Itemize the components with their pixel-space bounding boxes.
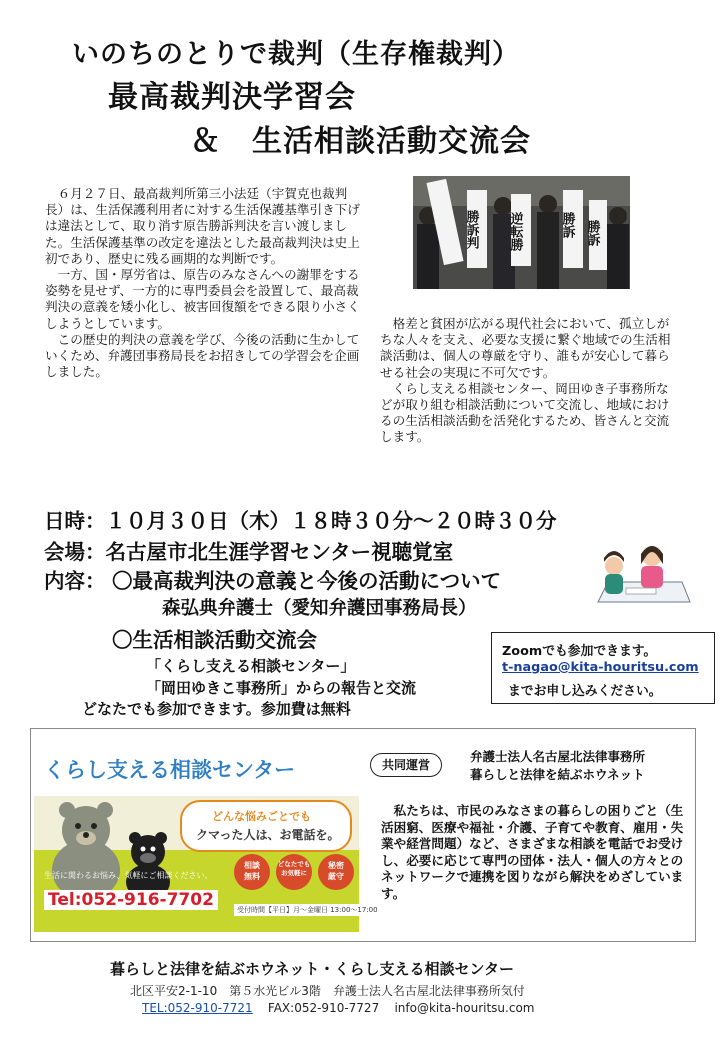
footer-contact xyxy=(142,1001,534,1015)
zoom-info-box xyxy=(491,632,715,704)
title-line-1: いのちのとりで裁判（生存権裁判） xyxy=(72,39,520,70)
intro-right-paragraph: 格差と貧困が広がる現代社会において、孤立しがちな人々を支え、必要な支援に繋ぐ地域での生活相談活動は、個人の尊厳を守り、誰もが安心して暮らせる社会の実現に不可欠です。 xyxy=(380,316,671,380)
footer-address: 北区平安2-1-10 第５水光ビル3階 弁護士法人名古屋北法律事務所気付 xyxy=(130,984,525,998)
photo-sign-2: 逆転勝 xyxy=(507,212,523,251)
banner-title: くらし支える相談センター xyxy=(44,758,296,782)
banner-phone: Tel:052-916-7702 xyxy=(44,890,218,910)
bubble-line-1: どんな悩みごとでも xyxy=(212,810,311,823)
footer-fax: FAX:052-910-7727 xyxy=(267,1001,380,1015)
zoom-email-link[interactable]: t-nagao@kita-houritsu.com xyxy=(502,660,699,675)
event-report-1: 「くらし支える相談センター」 xyxy=(146,657,356,675)
intro-right-paragraph: くらし支える相談センター、岡田ゆき子事務所などが取り組む相談活動について交流し、地域におけるの生活相談活動を活発化するため、皆さんと交流します。 xyxy=(380,380,670,445)
title-line-2: 最高裁判決学習会 xyxy=(108,80,356,115)
event-report-2: 「岡田ゆきこ事務所」からの報告と交流 xyxy=(146,679,417,697)
intro-left-paragraph: ６月２７日、最高裁判所第三小法廷（宇賀克也裁判長）は、生活保護利用者に対する生活保護基準引き下げは違法として、取り消す原告勝訴判決を言い渡しました。生活保護基準の改定を違法とした最高裁判決は史上初であり、歴史に残る画期的な判断です。 xyxy=(45,186,360,266)
photo-sign-1: 勝訴判 xyxy=(463,210,479,249)
zoom-line-1: Zoomでも参加できます。 xyxy=(502,644,657,659)
event-venue: 会場：名古屋市北生涯学習センター視聴覚室 xyxy=(44,540,454,564)
photo-sign-4: 勝訴 xyxy=(584,220,600,246)
intro-left-paragraph: この歴史的判決の意義を学び、今後の活動に生かしていくため、弁護団事務局長をお招きしての学習会を企画しました。 xyxy=(45,331,360,380)
banner-hours: 受付時間【平日】月〜金曜日 13:00〜17:00 xyxy=(234,904,381,916)
center-description xyxy=(381,803,691,902)
center-description-text: 私たちは、市民のみなさまの暮らしの困りごと（生活困窮、医療や福祉・介護、子育てや教育、雇用・失業や経営問題）など、さまざまな相談を電話でお受けし、必要に応じて専門の団体・法人・個人の方々とのネットワークで連携を図りながら解決をめざしています。 xyxy=(381,803,684,901)
bear-illustration xyxy=(42,800,192,900)
joint-operation-badge: 共同運営 xyxy=(370,753,442,777)
court-photo xyxy=(413,176,630,289)
event-datetime: 日時：１０月３０日（木）１８時３０分～２０時３０分 xyxy=(44,509,557,533)
badge-anyone: どなたでも お気軽に xyxy=(276,854,312,890)
photo-sign-3: 勝訴 xyxy=(559,212,575,238)
zoom-line-3: までお申し込みください。 xyxy=(508,684,662,699)
event-item-2: 〇生活相談活動交流会 xyxy=(112,628,317,652)
intro-left-paragraph: 一方、国・厚労省は、原告のみなさんへの謝罪をする姿勢を見せず、一方的に専門委員会を設置して、最高裁判決の意義を矮小化し、被害回復額をできる限り小さくしようとしています。 xyxy=(45,267,360,331)
intro-right-text xyxy=(380,316,680,446)
banner-note: 生活に関わるお悩み、気軽にご相談ください。 xyxy=(44,871,213,880)
title-line-3: ＆ 生活相談活動交流会 xyxy=(190,124,531,159)
court-photo-illustration xyxy=(413,176,630,289)
organization-1: 弁護士法人名古屋北法律事務所 xyxy=(470,749,646,764)
organizations xyxy=(470,748,645,784)
badge-confidential: 秘密 厳守 xyxy=(318,854,354,890)
footer-email: info@kita-houritsu.com xyxy=(394,1001,535,1015)
speech-bubble xyxy=(180,800,352,852)
event-free-note: どなたでも参加できます。参加費は無料 xyxy=(82,700,351,718)
organization-2: 暮らしと法律を結ぶホウネット xyxy=(470,767,645,782)
event-speaker: 森弘典弁護士（愛知弁護団事務局長） xyxy=(162,598,477,619)
consultation-icon xyxy=(596,538,692,608)
event-item-1: 〇最高裁判決の意義と今後の活動について xyxy=(112,569,502,593)
intro-left-text xyxy=(45,186,363,380)
footer-title: 暮らしと法律を結ぶホウネット・くらし支える相談センター xyxy=(110,960,514,978)
center-banner xyxy=(34,742,378,932)
footer-tel-link[interactable]: TEL:052-910-7721 xyxy=(142,1001,253,1015)
consultation-illustration xyxy=(596,538,692,608)
badge-free: 相談 無料 xyxy=(234,854,270,890)
bubble-line-2: クマった人は、お電話を。 xyxy=(196,828,340,842)
event-content-label: 内容： xyxy=(44,569,106,593)
